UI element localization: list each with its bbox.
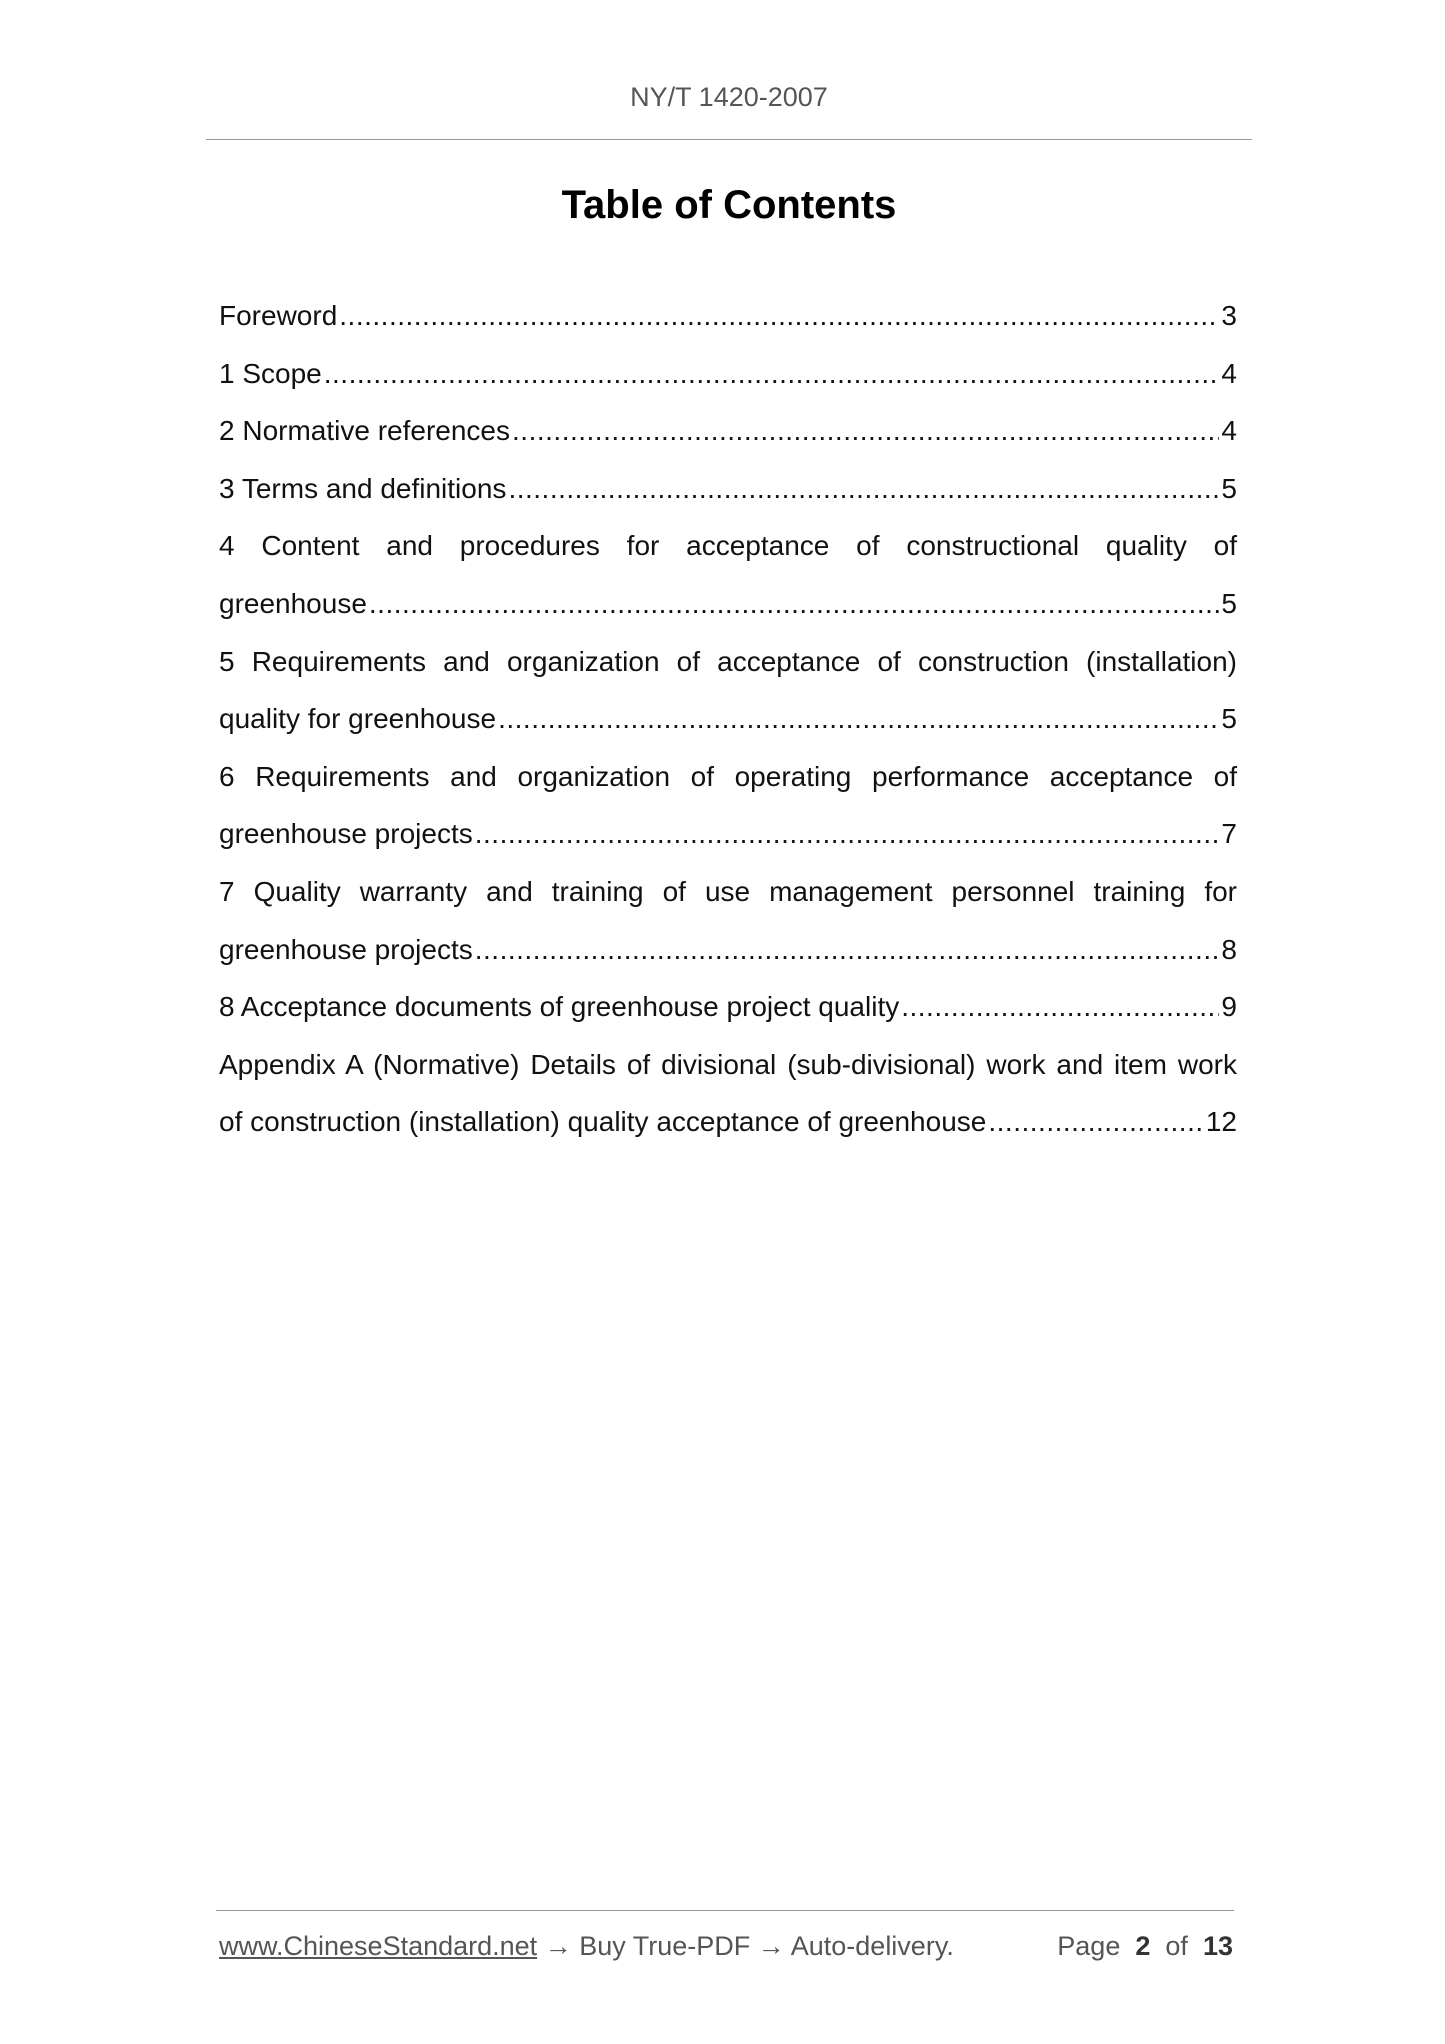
page-word: Page xyxy=(1057,1931,1121,1961)
toc-leader-dots xyxy=(475,921,1220,979)
toc-entry-label: greenhouse projects xyxy=(219,933,473,965)
toc-entry-page: 5 xyxy=(1221,587,1237,619)
toc-entry-terms-definitions[interactable] xyxy=(219,460,1237,518)
toc-leader-dots xyxy=(988,1093,1203,1151)
toc-entry-label: 2 Normative references xyxy=(219,415,511,447)
website-link[interactable]: www.ChineseStandard.net xyxy=(219,1931,538,1961)
toc-entry-foreword[interactable] xyxy=(219,287,1237,345)
toc-entry-appendix-a[interactable] xyxy=(219,1093,1237,1151)
toc-entry-label: of construction (installation) quality acceptance of greenhouse xyxy=(219,1106,987,1138)
toc-leader-dots xyxy=(475,805,1220,863)
toc-entry-page: 9 xyxy=(1221,991,1237,1023)
toc-entry-content-procedures-line1[interactable]: 4 Content and procedures for acceptance of constructional quality of xyxy=(219,530,1237,562)
toc-entry-page: 5 xyxy=(1221,472,1237,504)
toc-entry-operating-performance[interactable] xyxy=(219,805,1237,863)
toc-entry-page: 4 xyxy=(1221,415,1237,447)
toc-entry-requirements-construction[interactable] xyxy=(219,690,1237,748)
toc-entry-label: greenhouse projects xyxy=(219,818,473,850)
total-page-number: 13 xyxy=(1202,1931,1233,1961)
toc-entry-label: 1 Scope xyxy=(219,357,322,389)
footer-divider xyxy=(216,1910,1234,1911)
page-footer xyxy=(219,1931,1233,1962)
toc-entry-label: 3 Terms and definitions xyxy=(219,472,507,504)
toc-entry-acceptance-documents[interactable] xyxy=(219,978,1237,1036)
toc-entry-quality-warranty[interactable] xyxy=(219,921,1237,979)
toc-entry-content-procedures[interactable] xyxy=(219,575,1237,633)
toc-entry-page: 7 xyxy=(1221,818,1237,850)
toc-entry-page: 3 xyxy=(1221,300,1237,331)
page-title: Table of Contents xyxy=(561,183,897,227)
toc-leader-dots xyxy=(901,978,1219,1036)
current-page-number: 2 xyxy=(1135,1931,1151,1961)
document-number-header: NY/T 1420-2007 xyxy=(630,82,828,112)
toc-entry-normative-references[interactable] xyxy=(219,402,1237,460)
footer-promo xyxy=(219,1931,954,1962)
table-of-contents xyxy=(219,287,1237,1151)
toc-entry-label: 8 Acceptance documents of greenhouse project quality xyxy=(219,991,900,1023)
toc-entry-page: 5 xyxy=(1221,703,1237,735)
toc-leader-dots xyxy=(512,402,1219,460)
footer-promo-text: → Buy True-PDF → Auto-delivery. xyxy=(537,1931,954,1961)
toc-entry-page: 4 xyxy=(1221,357,1237,389)
toc-leader-dots xyxy=(339,287,1219,345)
toc-entry-label: Foreword xyxy=(219,300,338,331)
toc-leader-dots xyxy=(508,460,1219,518)
toc-leader-dots xyxy=(369,575,1220,633)
toc-entry-appendix-a-line1[interactable]: Appendix A (Normative) Details of divisional (sub-divisional) work and item work xyxy=(219,1048,1237,1080)
toc-entry-quality-warranty-line1[interactable]: 7 Quality warranty and training of use management personnel training for xyxy=(219,875,1237,907)
toc-entry-page: 12 xyxy=(1205,1106,1237,1138)
toc-entry-page: 8 xyxy=(1221,933,1237,965)
toc-leader-dots xyxy=(498,690,1219,748)
toc-entry-scope[interactable] xyxy=(219,345,1237,403)
toc-entry-operating-performance-line1[interactable]: 6 Requirements and organization of operating performance acceptance of xyxy=(219,760,1237,792)
page-counter xyxy=(1057,1931,1233,1962)
page-of-word: of xyxy=(1165,1931,1188,1961)
toc-leader-dots xyxy=(324,345,1220,403)
toc-entry-label: greenhouse xyxy=(219,587,367,619)
toc-entry-requirements-construction-line1[interactable]: 5 Requirements and organization of acceptance of construction (installation) xyxy=(219,645,1237,677)
toc-entry-label: quality for greenhouse xyxy=(219,703,497,735)
header-divider xyxy=(206,139,1252,140)
